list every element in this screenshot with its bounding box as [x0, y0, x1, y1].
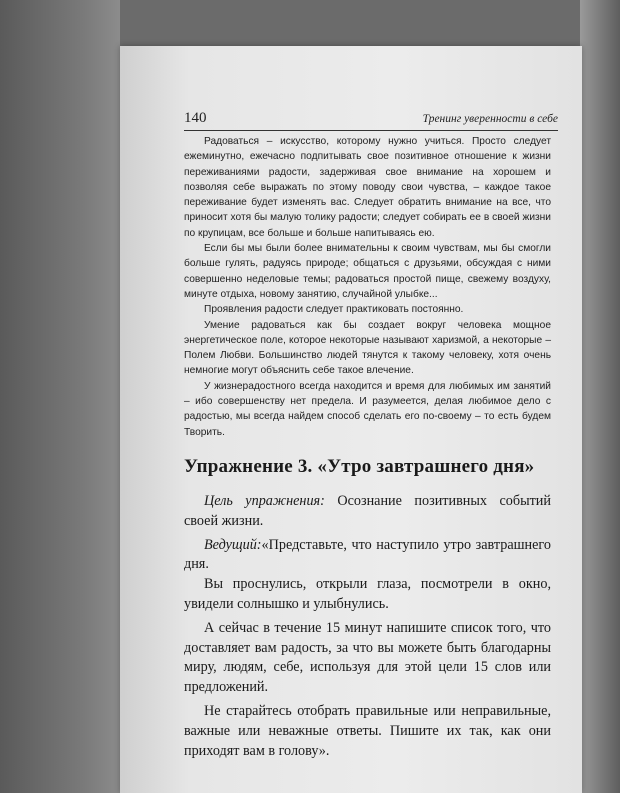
paragraph: Если бы мы были более внимательны к своим чувствам, мы бы смогли больше гулять, радуясь природе; общаться с друзьями, обсуждая с ними совершенно неделовые темы; радоваться простой пище, свежему воздуху, минуте отдыха, новому занятию, случайной улыбке... — [184, 243, 551, 300]
exercise-goal — [184, 492, 551, 532]
page-number: 140 — [184, 110, 207, 126]
paragraph: Радоваться – искусство, которому нужно учиться. Просто следует ежеминутно, ежечасно подпитывать свое позитивное отношение к жизни переживаниями радости, задерживая свое внимание на хорошем и позволяя себе выражать по этому поводу свои чувства, – каждое такое переживание будет изменять вас. Следует обратить внимание на все, что приносит хотя бы малую толику радости; следует собирать ее в своей жизни по крупицам, все больше и больше напитываясь ею. — [184, 136, 551, 239]
leader-text: «Представьте, что наступило утро завтрашнего дня. — [184, 536, 551, 573]
exercise-title: Упражнение 3. «Утро завтрашнего дня» — [184, 456, 535, 477]
scan-background-right — [580, 0, 620, 793]
paragraph: Проявления радости следует практиковать постоянно. — [204, 304, 464, 316]
exercise-paragraph: Вы проснулись, открыли глаза, посмотрели в окно, увидели солнышко и улыбнулись. — [184, 576, 551, 612]
exercise-paragraph: А сейчас в течение 15 минут напишите список того, что доставляет вам радость, за что вы можете быть благодарны миру, людям, себе, используя для этой цели 15 слов или предложений. — [184, 619, 551, 696]
page-header — [184, 110, 558, 131]
leader-label: Ведущий: — [204, 536, 262, 553]
exercise-leader — [184, 536, 551, 576]
book-page — [120, 46, 582, 793]
scan-background-left — [0, 0, 120, 793]
paragraph: У жизнерадостного всегда находится и время для любимых им занятий – ибо совершенству нет предела. И разумеется, делая любимое дело с радостью, мы всегда найдем способ сделать его по-своему – то есть будем Творить. — [184, 380, 551, 438]
goal-label: Цель упражнения: — [204, 493, 325, 509]
paragraph: Умение радоваться как бы создает вокруг человека мощное энергетическое поле, которое некоторые называют харизмой, а некоторые – Полем Любви. Большинство людей тянутся к такому человеку, хотя очень немногие могут объяснить себе такое влечение. — [184, 319, 551, 377]
exercise-text — [184, 492, 551, 765]
exercise-paragraph: Не старайтесь отобрать правильные или неправильные, важные или неважные ответы. Пишите их так, как они приходят вам в голову». — [184, 702, 551, 759]
goal-text: Осознание позитивных событий своей жизни. — [184, 493, 551, 529]
body-text — [184, 134, 551, 440]
running-title: Тренинг уверенности в себе — [422, 113, 558, 125]
